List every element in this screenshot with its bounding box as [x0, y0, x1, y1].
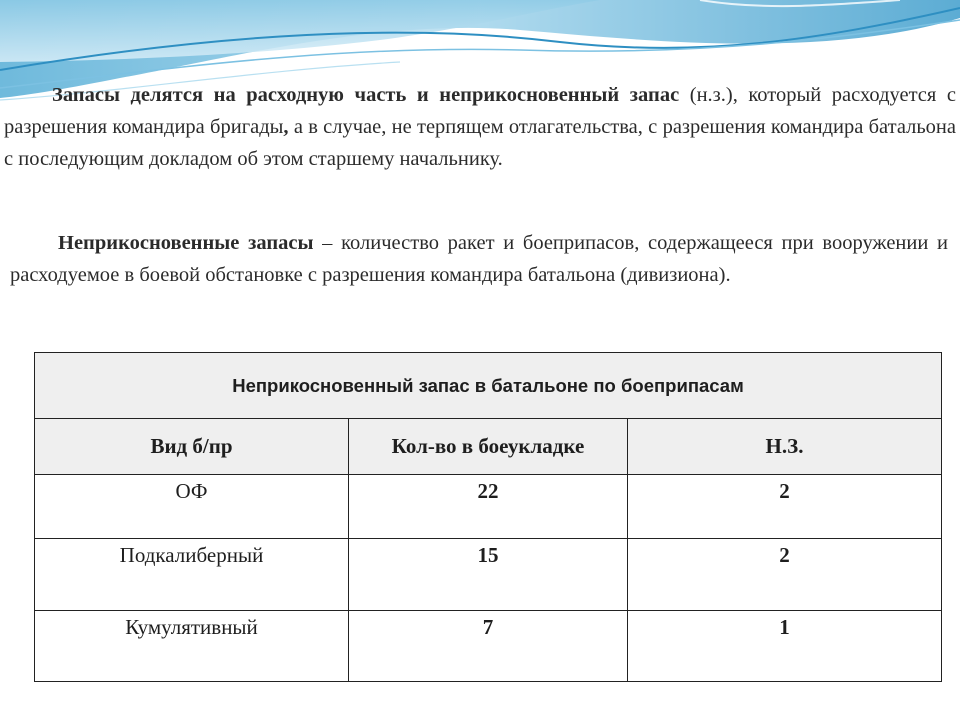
paragraph-definition-lead: Неприкосновенные запасы [58, 232, 314, 254]
table-row [35, 611, 942, 682]
cell-loadout-count: 15 [349, 539, 628, 611]
table-title: Неприкосновенный запас в батальоне по боеприпасам [35, 353, 942, 419]
cell-reserve-count: 1 [628, 611, 942, 682]
cell-reserve-count: 2 [628, 475, 942, 539]
cell-ammo-type: ОФ [35, 475, 349, 539]
table-row [35, 475, 942, 539]
table-title-row [35, 353, 942, 419]
cell-reserve-count: 2 [628, 539, 942, 611]
paragraph-definition-text: – количество ракет и боеприпасов, содержащееся при вооружении и расходуемое в боевой обстановке с разрешения командира батальона (дивизиона). [10, 232, 948, 286]
cell-ammo-type: Подкалиберный [35, 539, 349, 611]
cell-loadout-count: 7 [349, 611, 628, 682]
column-header-reserve: Н.З. [628, 419, 942, 475]
paragraph-reserves-text-a: (н.з.), который расходуется с разрешения командира бригады [4, 84, 956, 138]
column-header-loadout: Кол-во в боеукладке [349, 419, 628, 475]
ammo-reserve-table [34, 352, 942, 682]
paragraph-reserves [4, 79, 956, 175]
paragraph-reserves-comma: , [283, 116, 289, 138]
column-header-type: Вид б/пр [35, 419, 349, 475]
table-row [35, 539, 942, 611]
cell-ammo-type: Кумулятивный [35, 611, 349, 682]
table-header-row [35, 419, 942, 475]
paragraph-reserves-text-b: а в случае, не терпящем отлагательства, с разрешения командира батальона с последующим докладом об этом старшему начальнику. [4, 116, 956, 170]
paragraph-reserves-lead: Запасы делятся на расходную часть и неприкосновенный запас [52, 84, 680, 106]
cell-loadout-count: 22 [349, 475, 628, 539]
paragraph-definition [10, 227, 948, 291]
